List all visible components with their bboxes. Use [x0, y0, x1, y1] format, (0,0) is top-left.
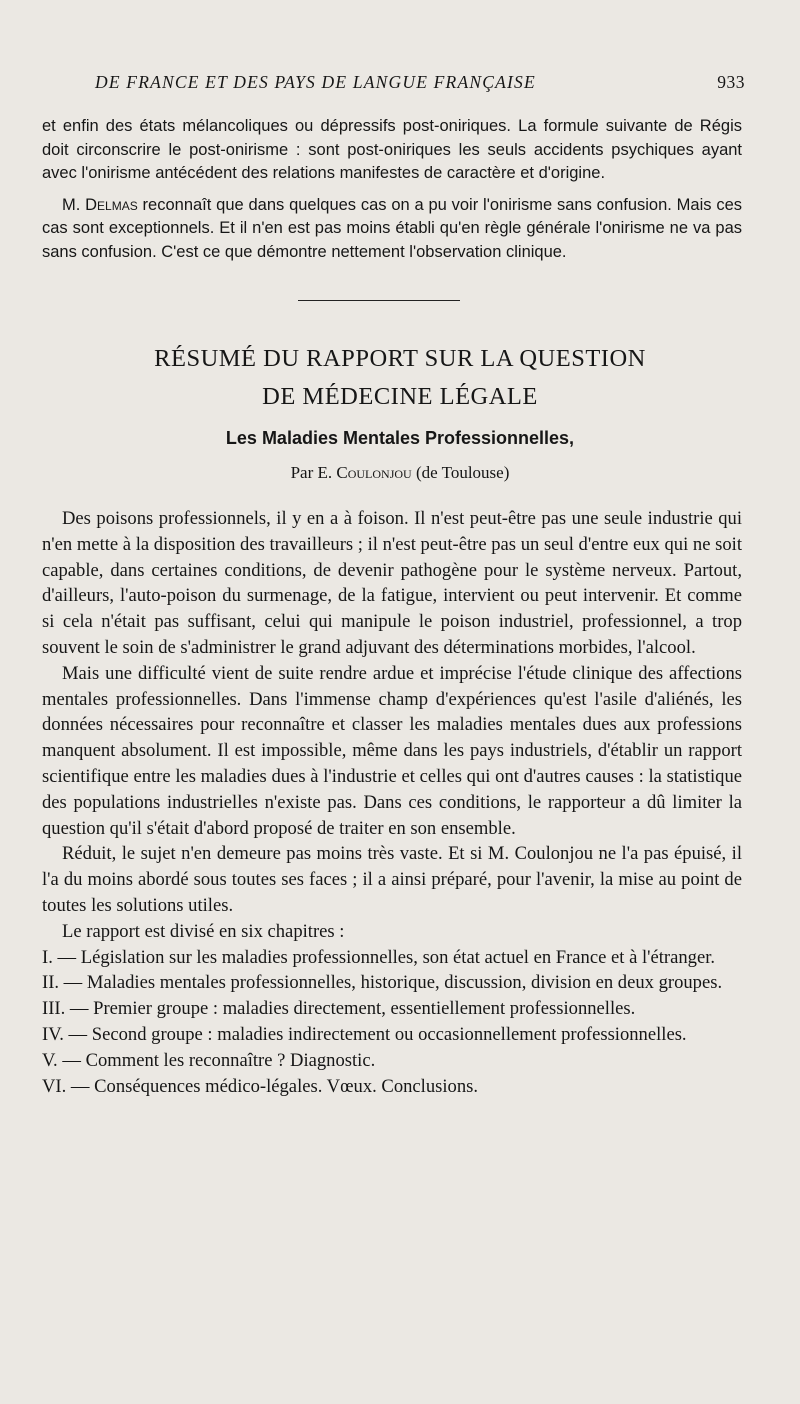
name-delmas: Delmas: [85, 195, 138, 214]
paragraph-poisons: Des poisons professionnels, il y en a à foison. Il n'est peut-être pas une seule industrie qui n'en mette à la disposition des travailleurs ; il n'est peut-être pas un seul d'entre eux qui ne soit capable, dans certaines conditions, de devenir pathogène pour le système nerveux. Partout, d'ailleurs, l'auto-poison du surmenage, de la fatigue, intervient ou peut intervenir. Et comme si cela n'était pas suffisant, celui qui manipule le poison industriel, professionnel, a trop souvent le soin de s'administrer le grand adjuvant des déterminations morbides, l'alcool.: [42, 508, 742, 658]
paragraph-post-onirisme: et enfin des états mélancoliques ou dépressifs post-oniriques. La formule suivante de Régis doit circonscrire le post-onirisme : sont post-oniriques les seuls accidents psychiques ayant avec l'onirisme antécédent des relations manifestes de caractère et d'origine.: [42, 117, 742, 183]
section-divider: [298, 300, 460, 301]
paragraph-delmas: M. Delmas reconnaît que dans quelques cas on a pu voir l'onirisme sans confusion. Mais ces cas sont exceptionnels. Et il n'en est pas moins établi qu'en règle générale l'onirisme ne va pas sans confusion. C'est ce que démontre nettement l'observation clinique.: [42, 195, 742, 261]
running-header: [95, 72, 745, 93]
page-number: 933: [717, 72, 745, 92]
chapter-item: I. — Législation sur les maladies professionnelles, son état actuel en France et à l'étranger.: [42, 946, 716, 968]
chapter-item: III. — Premier groupe : maladies directement, essentiellement professionnelles.: [42, 998, 636, 1020]
running-title: DE FRANCE ET DES PAYS DE LANGUE FRANÇAISE: [95, 72, 536, 92]
paragraph-difficulte: Mais une difficulté vient de suite rendre ardue et imprécise l'étude clinique des affections mentales professionnelles. Dans l'immense champ d'expériences qu'est l'asile d'aliénés, les données nécessaires pour reconnaître et classer les maladies mentales dues aux professions manquent absolument. Il est impossible, même dans les pays industriels, d'établir un rapport scientifique entre les maladies dues à l'industrie et celles qui ont d'autres causes : la statistique des populations industrielles n'existe pas. Dans ces conditions, le rapporteur a dû limiter la question qu'il s'était d'abord proposé de traiter en son ensemble.: [42, 662, 742, 839]
section-subtitle: Les Maladies Mentales Professionnelles,: [225, 428, 575, 448]
section-title-line2: DE MÉDECINE LÉGALE: [262, 383, 538, 410]
chapter-item: VI. — Conséquences médico-légales. Vœux. Conclusions.: [42, 1075, 479, 1097]
paragraph-reduit: Réduit, le sujet n'en demeure pas moins très vaste. Et si M. Coulonjou ne l'a pas épuisé, il l'a du moins abordé sous toutes ses faces ; il a ainsi préparé, pour l'avenir, la mise au point de toutes les solutions utiles.: [42, 843, 742, 916]
chapter-item: II. — Maladies mentales professionnelles, historique, discussion, division en deux groupes.: [42, 972, 723, 994]
section-title-line1: RÉSUMÉ DU RAPPORT SUR LA QUESTION: [154, 345, 646, 372]
chapter-item: V. — Comment les reconnaître ? Diagnostic.: [42, 1049, 376, 1071]
chapter-item: IV. — Second groupe : maladies indirectement ou occasionnellement professionnelles.: [42, 1023, 687, 1045]
author-name: Coulonjou: [336, 463, 412, 482]
author-line: Par E. Coulonjou (de Toulouse): [290, 463, 510, 482]
paragraph-chapitres-intro: Le rapport est divisé en six chapitres :: [62, 920, 345, 942]
report-body: [42, 506, 742, 1099]
top-text: [42, 115, 742, 265]
